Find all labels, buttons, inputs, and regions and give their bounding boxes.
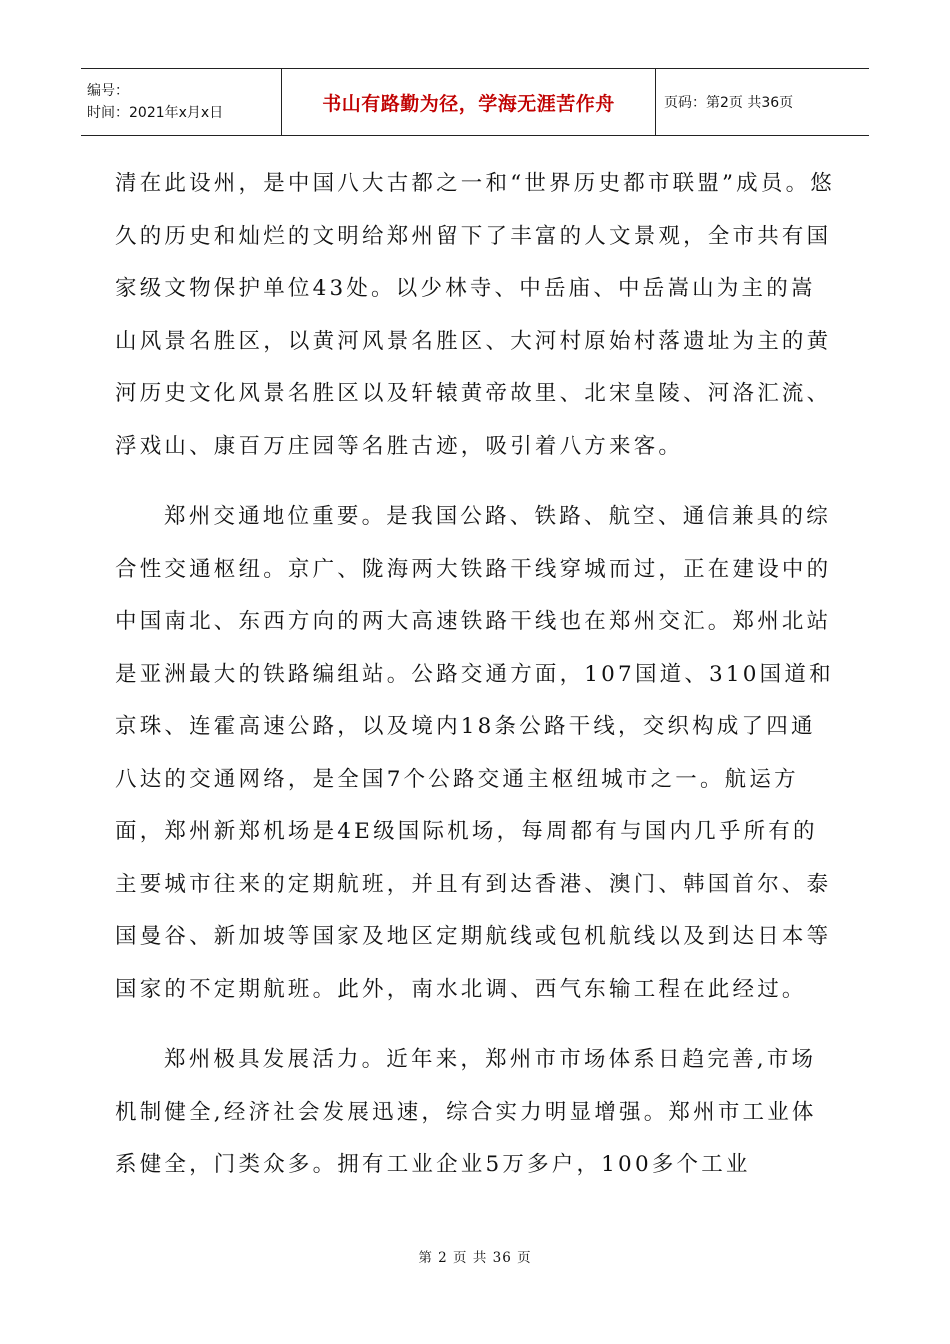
page-footer (0, 1246, 950, 1266)
paragraph-transport: 郑州交通地位重要。是我国公路、铁路、航空、通信兼具的综合性交通枢纽。京广、陇海两大铁路干线穿城而过，正在建设中的中国南北、东西方向的两大高速铁路干线也在郑州交汇。郑州北站是亚洲最大的铁路编组站。公路交通方面，107国道、310国道和京珠、连霍高速公路，以及境内18条公路干线，交织构成了四通八达的交通网络，是全国7个公路交通主枢纽城市之一。航运方面，郑州新郑机场是4E级国际机场，每周都有与国内几乎所有的主要城市往来的定期航班，并且有到达香港、澳门、韩国首尔、泰国曼谷、新加坡等国家及地区定期航线或包机航线以及到达日本等国家的不定期航班。此外，南水北调、西气东输工程在此经过。 (115, 504, 834, 1002)
paragraph-history: 清在此设州，是中国八大古都之一和“世界历史都市联盟”成员。悠久的历史和灿烂的文明给郑州留下了丰富的人文景观，全市共有国家级文物保护单位43处。以少林寺、中岳庙、中岳嵩山为主的嵩山风景名胜区，以黄河风景名胜区、大河村原始村落遗址为主的黄河历史文化风景名胜区以及轩辕黄帝故里、北宋皇陵、河洛汇流、浮戏山、康百万庄园等名胜古迹，吸引着八方来客。 (115, 171, 835, 459)
paragraph-development: 郑州极具发展活力。近年来，郑州市市场体系日趋完善,市场机制健全,经济社会发展迅速，综合实力明显增强。郑州市工业体系健全，门类众多。拥有工业企业5万多户，100多个工业 (115, 1047, 817, 1177)
page-info-text: 页码：第2页 共36页 (664, 95, 794, 111)
motto-text: 书山有路勤为径，学海无涯苦作舟 (322, 92, 615, 115)
serial-number-label: 编号： (87, 83, 129, 99)
footer-page-number: 第 2 页 共 36 页 (418, 1250, 532, 1266)
page-header (81, 68, 869, 136)
document-body (115, 158, 835, 1210)
header-motto (282, 69, 656, 135)
header-page-info (656, 69, 869, 135)
time-label: 时间：2021年x月x日 (87, 105, 224, 121)
header-meta (81, 69, 282, 135)
